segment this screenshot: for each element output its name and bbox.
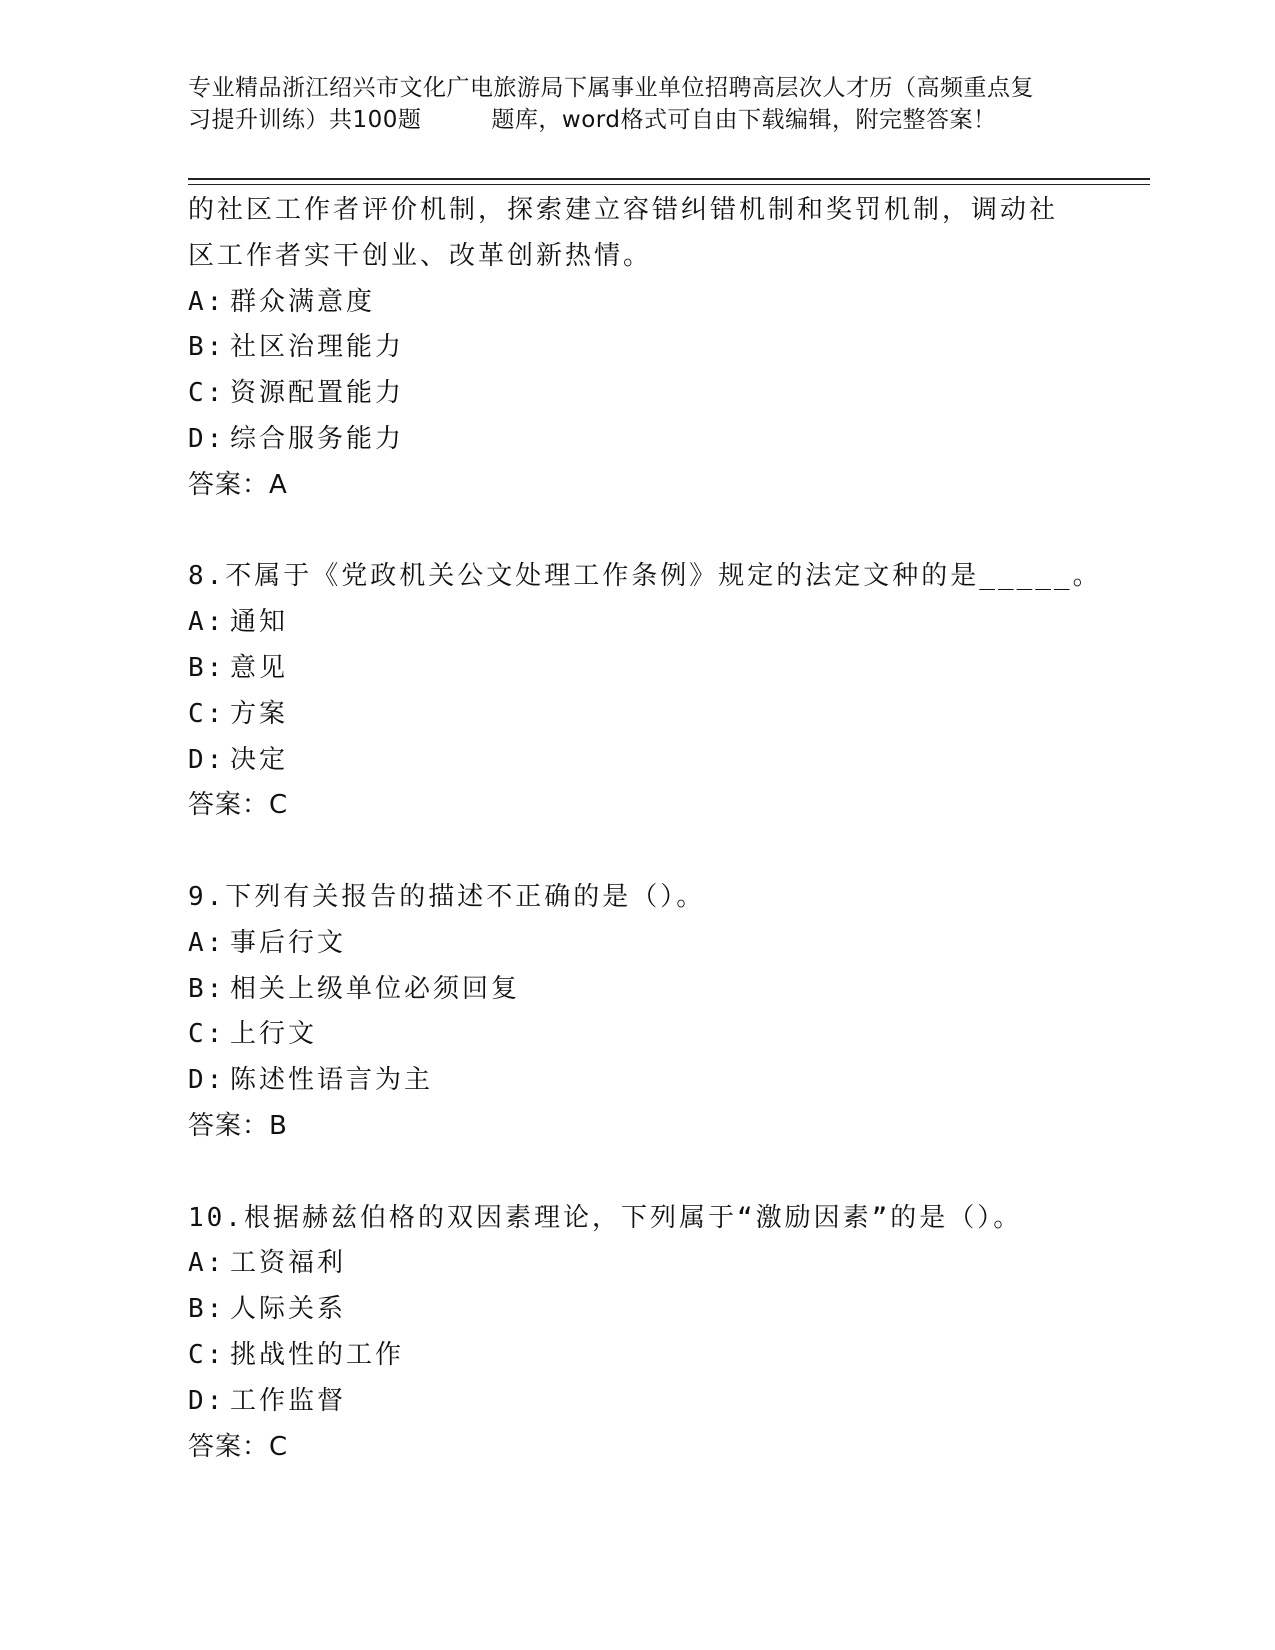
option-a: [188, 921, 1088, 967]
option-label: A:: [188, 927, 226, 958]
option-label: D:: [188, 423, 226, 454]
option-label: B:: [188, 332, 226, 363]
option-c: [188, 1012, 1088, 1058]
header-line-2-left: 习提升训练）共100题: [188, 107, 422, 133]
option-label: C:: [188, 698, 226, 729]
option-label: C:: [188, 378, 226, 409]
answer-line: 答案：A: [188, 469, 288, 500]
option-text: 综合服务能力: [230, 423, 405, 454]
option-label: D:: [188, 1065, 226, 1096]
answer-line: 答案：C: [188, 790, 289, 821]
option-label: C:: [188, 1019, 226, 1050]
option-a: [188, 280, 1088, 326]
option-text: 社区治理能力: [230, 332, 405, 363]
question-text: 区工作者实干创业、改革创新热情。: [188, 240, 653, 271]
option-text: 通知: [230, 607, 289, 638]
option-text: 资源配置能力: [230, 378, 405, 409]
question-content: [188, 188, 1102, 1470]
option-b: [188, 967, 1088, 1013]
option-d: [188, 738, 1088, 784]
option-d: [188, 1379, 1088, 1425]
option-a: [188, 600, 1088, 646]
question-text: 的社区工作者评价机制，探索建立容错纠错机制和奖罚机制，调动社: [188, 195, 1059, 225]
question-text: 10.根据赫兹伯格的双因素理论，下列属于“激励因素”的是（）。: [188, 1202, 1023, 1233]
option-label: B:: [188, 973, 226, 1004]
question-9: [188, 875, 1088, 1150]
option-text: 工资福利: [230, 1248, 347, 1279]
answer-line: 答案：B: [188, 1110, 288, 1141]
option-b: [188, 325, 1088, 371]
option-text: 方案: [230, 698, 289, 729]
option-text: 事后行文: [230, 927, 347, 958]
option-c: [188, 692, 1088, 738]
option-d: [188, 1058, 1088, 1104]
option-text: 意见: [230, 652, 289, 683]
option-label: D:: [188, 744, 226, 775]
option-a: [188, 1241, 1088, 1287]
option-label: A:: [188, 286, 226, 317]
header-line-1: 专业精品浙江绍兴市文化广电旅游局下属事业单位招聘高层次人才历（高频重点复: [188, 75, 1034, 101]
option-text: 上行文: [230, 1019, 318, 1050]
option-text: 挑战性的工作: [230, 1339, 405, 1370]
answer-line: 答案：C: [188, 1431, 289, 1462]
option-c: [188, 1333, 1088, 1379]
option-label: A:: [188, 607, 226, 638]
option-text: 人际关系: [230, 1294, 347, 1325]
document-header: [188, 72, 1138, 136]
option-text: 群众满意度: [230, 286, 376, 317]
question-8: [188, 554, 1102, 829]
option-text: 相关上级单位必须回复: [230, 973, 521, 1004]
option-text: 工作监督: [230, 1385, 347, 1416]
option-label: D:: [188, 1385, 226, 1416]
option-label: B:: [188, 652, 226, 683]
header-line-2: [188, 104, 1138, 136]
option-c: [188, 371, 1088, 417]
option-b: [188, 646, 1088, 692]
question-7-continuation: [188, 188, 1088, 509]
option-label: C:: [188, 1339, 226, 1370]
option-b: [188, 1287, 1088, 1333]
question-text: 8.不属于《党政机关公文处理工作条例》规定的法定文种的是_____。: [188, 561, 1102, 592]
question-text: 9.下列有关报告的描述不正确的是（）。: [188, 881, 706, 912]
header-divider-thin: [188, 184, 1150, 185]
option-label: B:: [188, 1294, 226, 1325]
option-text: 决定: [230, 744, 289, 775]
option-d: [188, 417, 1088, 463]
header-divider-thick: [188, 178, 1150, 180]
option-label: A:: [188, 1248, 226, 1279]
question-10: [188, 1196, 1088, 1471]
header-line-2-right: 题库，word格式可自由下载编辑，附完整答案！: [491, 107, 997, 133]
option-text: 陈述性语言为主: [230, 1065, 434, 1096]
